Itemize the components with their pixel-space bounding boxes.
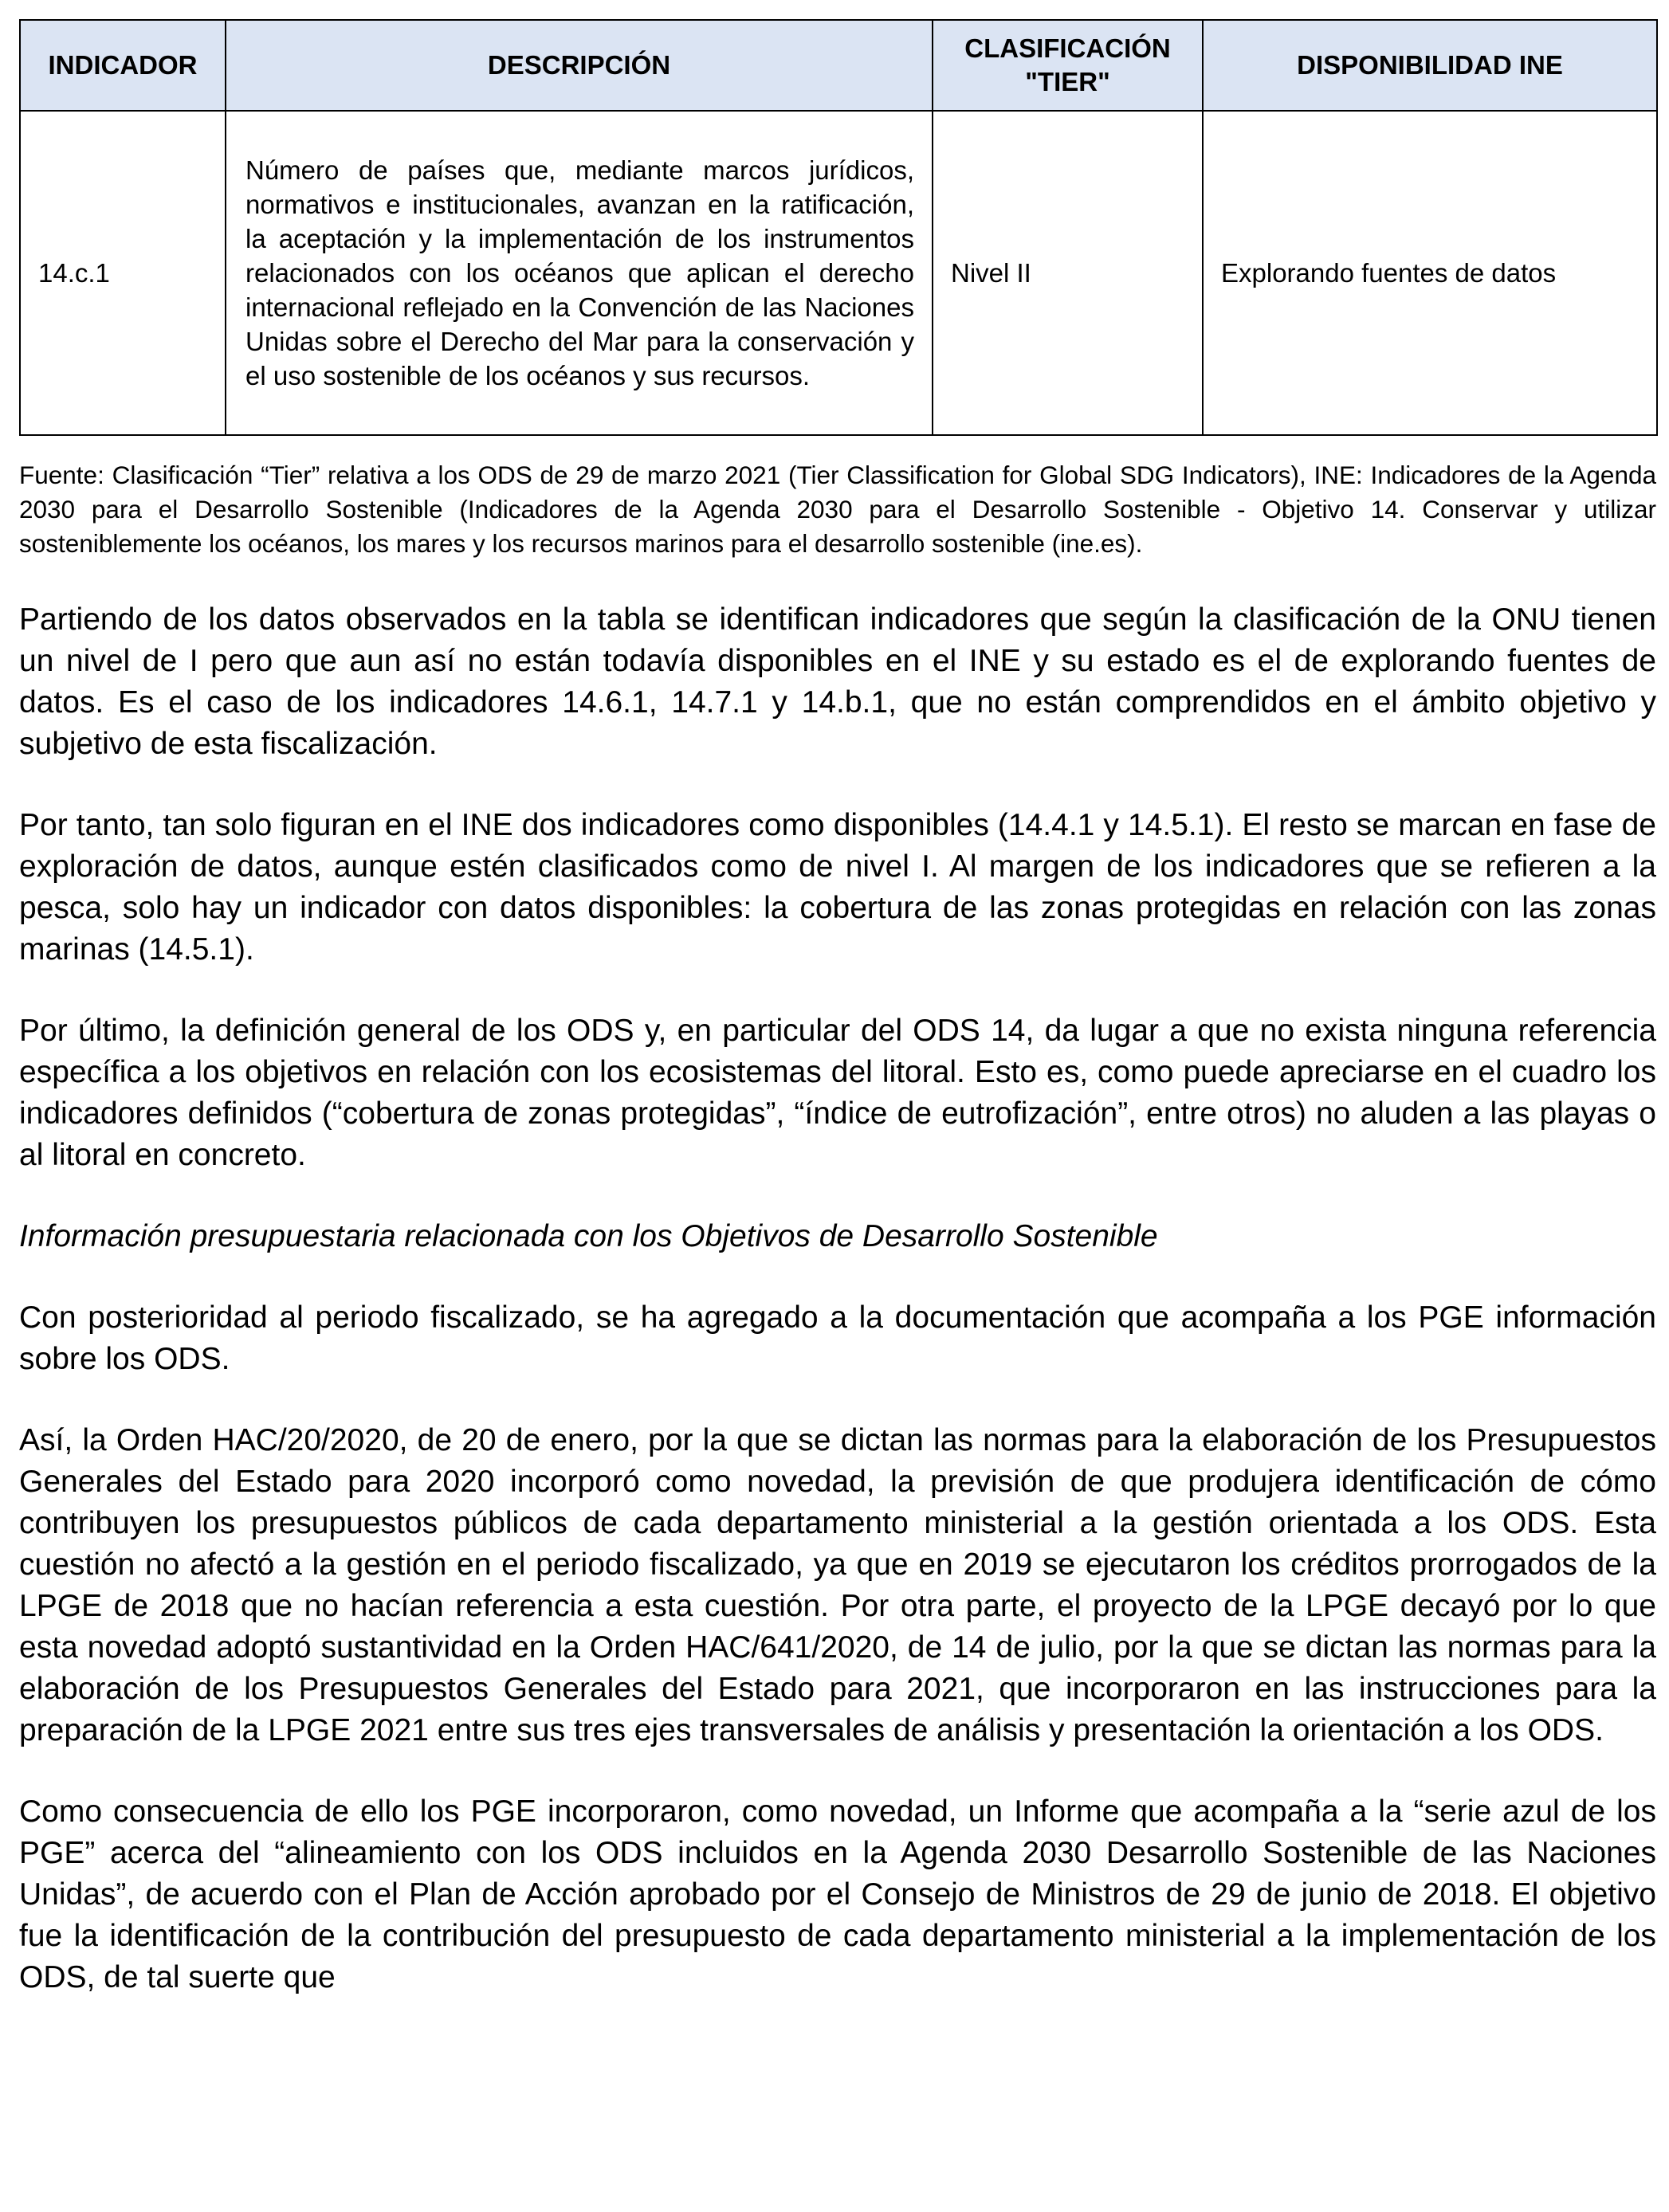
header-clasificacion-line2: "TIER"	[1025, 67, 1110, 96]
header-clasificacion	[933, 20, 1203, 111]
table-row	[20, 111, 1657, 435]
header-clasificacion-line1: CLASIFICACIÓN	[964, 33, 1171, 63]
paragraph-6: Como consecuencia de ello los PGE incorporaron, como novedad, un Informe que acompaña a la “serie azul de los PGE” acerca del “alineamiento con los ODS incluidos en la Agenda 2030 Desarrollo Sostenible de las Naciones Unidas”, de acuerdo con el Plan de Acción aprobado por el Consejo de Ministros de 29 de junio de 2018. El objetivo fue la identificación de la contribución del presupuesto de cada departamento ministerial a la implementación de los ODS, de tal suerte que	[19, 1794, 1656, 1994]
paragraph-3: Por último, la definición general de los ODS y, en particular del ODS 14, da lugar a que no exista ninguna referencia específica a los objetivos en relación con los ecosistemas del litoral. Esto es, como puede apreciarse en el cuadro los indicadores definidos (“cobertura de zonas protegidas”, “índice de eutrofización”, entre otros) no aluden a las playas o al litoral en concreto.	[19, 1014, 1656, 1172]
section-heading: Información presupuestaria relacionada con los Objetivos de Desarrollo Sostenible	[19, 1219, 1158, 1253]
cell-descripcion: Número de países que, mediante marcos jurídicos, normativos e institucionales, avanzan en la ratificación, la aceptación y la implementación de los instrumentos relacionados con los océanos que aplican el derecho internacional reflejado en la Convención de las Naciones Unidas sobre el Derecho del Mar para la conservación y el uso sostenible de los océanos y sus recursos.	[226, 111, 933, 435]
cell-disponibilidad: Explorando fuentes de datos	[1203, 111, 1657, 435]
header-descripcion: DESCRIPCIÓN	[226, 20, 933, 111]
source-note: Fuente: Clasificación “Tier” relativa a los ODS de 29 de marzo 2021 (Tier Classification for Global SDG Indicators), INE: Indicadores de la Agenda 2030 para el Desarrollo Sostenible (Indicadores de la Agenda 2030 para el Desarrollo Sostenible - Objetivo 14. Conservar y utilizar sosteniblemente los océanos, los mares y los recursos marinos para el desarrollo sostenible (ine.es).	[19, 461, 1656, 558]
table-header-row	[20, 20, 1657, 111]
cell-indicador: 14.c.1	[20, 111, 226, 435]
cell-clasificacion: Nivel II	[933, 111, 1203, 435]
paragraph-2: Por tanto, tan solo figuran en el INE dos indicadores como disponibles (14.4.1 y 14.5.1). El resto se marcan en fase de exploración de datos, aunque estén clasificados como de nivel I. Al margen de los indicadores que se refieren a la pesca, solo hay un indicador con datos disponibles: la cobertura de las zonas protegidas en relación con las zonas marinas (14.5.1).	[19, 808, 1656, 967]
paragraph-4: Con posterioridad al periodo fiscalizado, se ha agregado a la documentación que acompaña a los PGE información sobre los ODS.	[19, 1300, 1656, 1376]
paragraph-5: Así, la Orden HAC/20/2020, de 20 de enero, por la que se dictan las normas para la elaboración de los Presupuestos Generales del Estado para 2020 incorporó como novedad, la previsión de que produjera identificación de cómo contribuyen los presupuestos públicos de cada departamento ministerial a la gestión orientada a los ODS. Esta cuestión no afectó a la gestión en el periodo fiscalizado, ya que en 2019 se ejecutaron los créditos prorrogados de la LPGE de 2018 que no hacían referencia a esta cuestión. Por otra parte, el proyecto de la LPGE decayó por lo que esta novedad adoptó sustantividad en la Orden HAC/641/2020, de 14 de julio, por la que se dictan las normas para la elaboración de los Presupuestos Generales del Estado para 2021, que incorporaron en las instrucciones para la preparación de la LPGE 2021 entre sus tres ejes transversales de análisis y presentación la orientación a los ODS.	[19, 1423, 1656, 1747]
header-disponibilidad: DISPONIBILIDAD INE	[1203, 20, 1657, 111]
document-page	[19, 19, 1656, 1998]
header-indicador: INDICADOR	[20, 20, 226, 111]
paragraph-1: Partiendo de los datos observados en la tabla se identifican indicadores que según la clasificación de la ONU tienen un nivel de I pero que aun así no están todavía disponibles en el INE y su estado es el de explorando fuentes de datos. Es el caso de los indicadores 14.6.1, 14.7.1 y 14.b.1, que no están comprendidos en el ámbito objetivo y subjetivo de esta fiscalización.	[19, 602, 1656, 761]
indicators-table	[19, 19, 1658, 436]
